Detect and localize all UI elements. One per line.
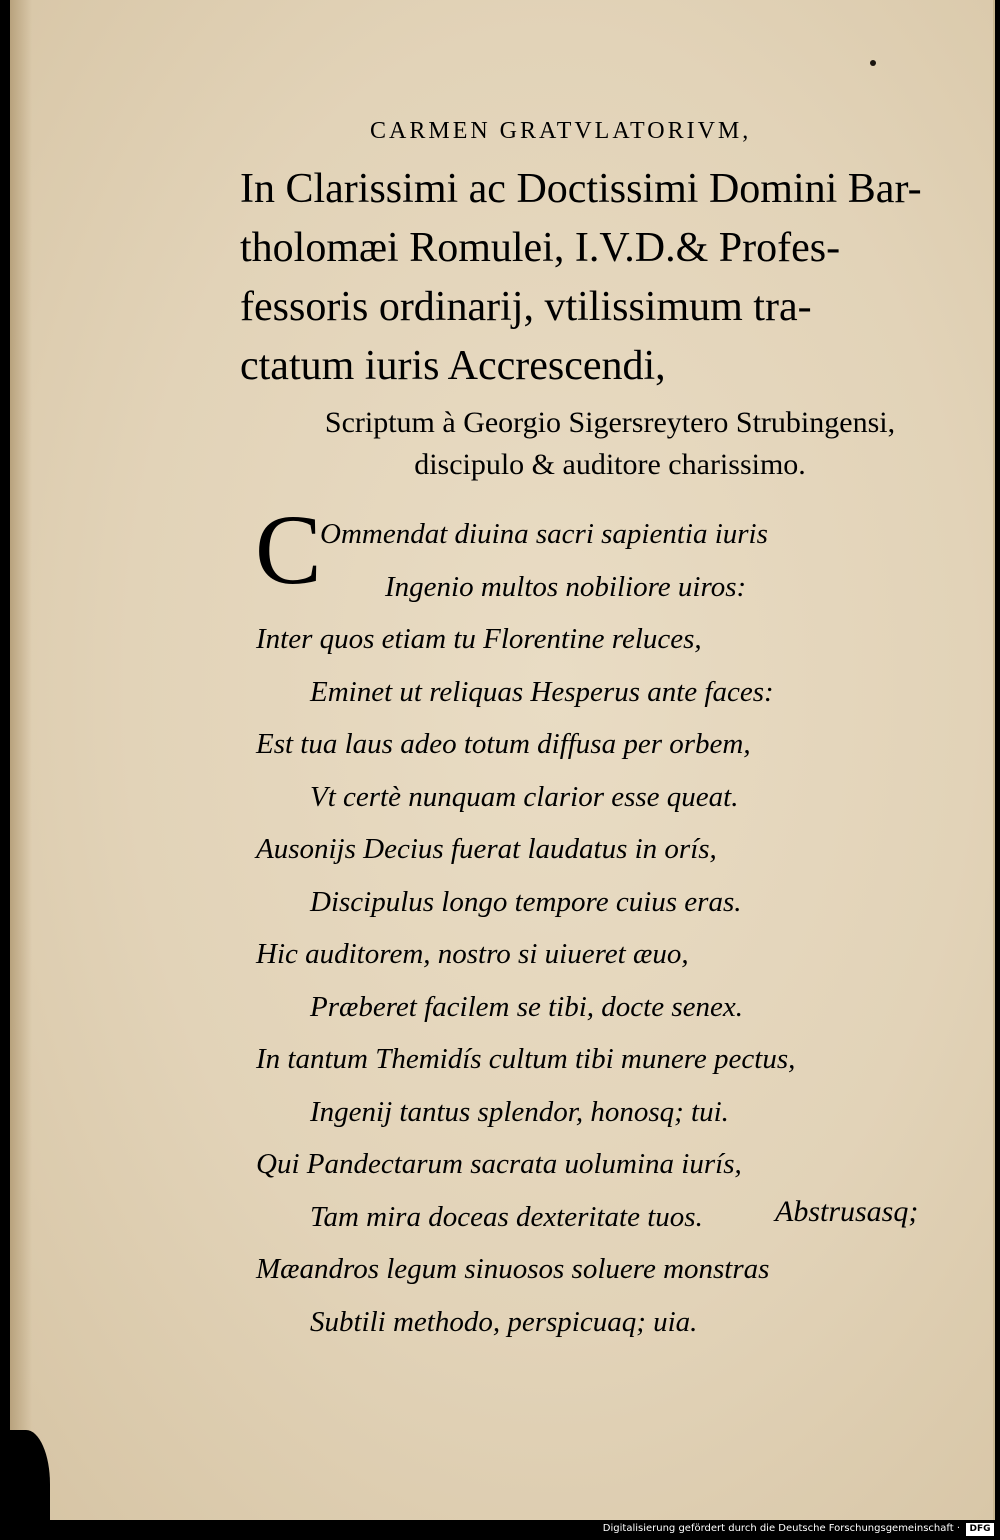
poem-line: Tam mira doceas dexteritate tuos. <box>310 1200 703 1233</box>
title-line: fessoris ordinarij, vtilissimum tra- <box>240 284 812 330</box>
ink-mark <box>870 60 876 66</box>
funding-credit: Digitalisierung gefördert durch die Deutsche Forschungsgemeinschaft · <box>602 1523 960 1534</box>
digitization-footer <box>0 1520 1000 1540</box>
page-damage-notch <box>10 1430 50 1520</box>
poem-line: Ausonijs Decius fuerat laudatus in orís, <box>256 833 717 865</box>
catchword: Abstrusasq; <box>775 1195 919 1228</box>
subtitle-block <box>265 402 955 486</box>
poem-line: Est tua laus adeo totum diffusa per orbem, <box>256 728 751 760</box>
poem-line: Ingenij tantus splendor, honosq; tui. <box>310 1095 729 1128</box>
dfg-logo-icon: DFG <box>966 1523 994 1536</box>
poem-line: Mæandros legum sinuosos soluere monstras <box>256 1253 770 1285</box>
poem-line: In tantum Themidís cultum tibi munere pectus, <box>256 1043 796 1075</box>
poem-line: Subtili methodo, perspicuaq; uia. <box>310 1305 698 1338</box>
poem-line: Discipulus longo tempore cuius eras. <box>310 885 742 918</box>
subtitle-line: Scriptum à Georgio Sigersreytero Strubingensi, <box>324 406 896 439</box>
page-heading: CARMEN GRATVLATORIVM, <box>370 118 752 144</box>
poem-line: Ingenio multos nobiliore uiros: <box>385 570 747 603</box>
poem-line: Qui Pandectarum sacrata uolumina iurís, <box>256 1148 742 1180</box>
poem-line: Vt certè nunquam clarior esse queat. <box>310 780 739 813</box>
title-block <box>240 160 960 396</box>
poem-line: Præberet facilem se tibi, docte senex. <box>310 990 743 1023</box>
title-line: In Clarissimi ac Doctissimi Domini Bar- <box>240 166 922 212</box>
poem-line: Ommendat diuina sacri sapientia iuris <box>320 518 768 550</box>
poem-line: Inter quos etiam tu Florentine reluces, <box>256 623 702 655</box>
drop-cap: C <box>255 494 322 605</box>
poem-line: Hic auditorem, nostro si uiueret æuo, <box>256 938 689 970</box>
subtitle-line: discipulo & auditore charissimo. <box>414 448 806 481</box>
title-line: ctatum iuris Accrescendi, <box>240 343 666 389</box>
poem-line: Eminet ut reliquas Hesperus ante faces: <box>310 675 774 708</box>
page-edge-shadow <box>10 0 32 1520</box>
title-line: tholomæi Romulei, I.V.D.& Profes- <box>240 225 841 271</box>
